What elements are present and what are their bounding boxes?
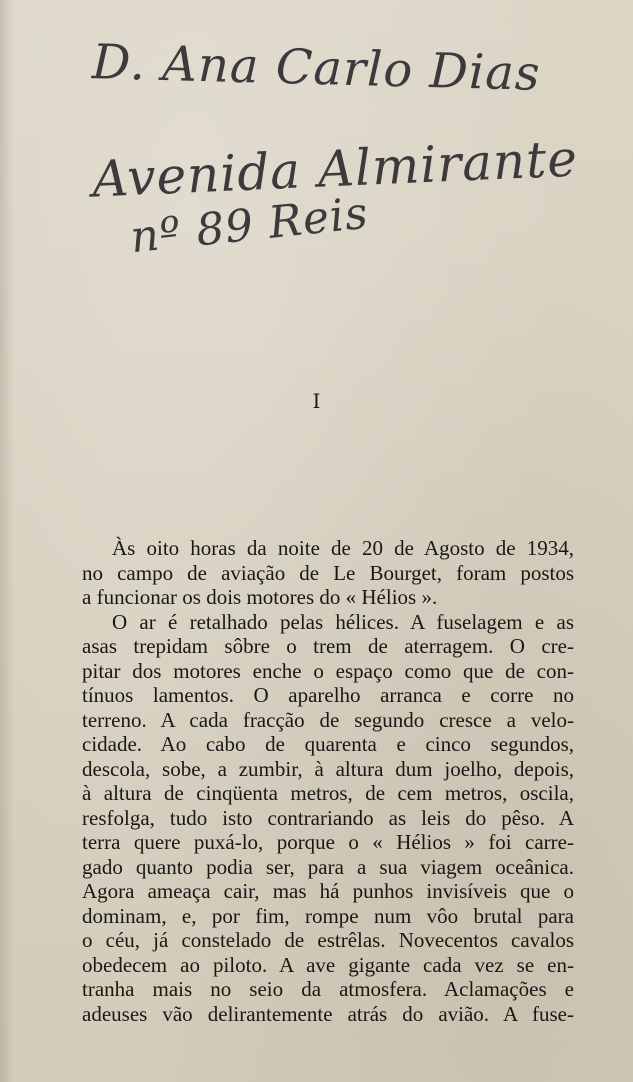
text-line: no campo de aviação de Le Bourget, foram postos <box>82 560 574 585</box>
handwritten-name: D. Ana Carlo Dias <box>91 34 542 102</box>
text-line: asas trepidam sôbre o trem de aterragem. O cre- <box>82 634 574 658</box>
text-line: obedecem ao piloto. A ave gigante cada vez se en- <box>82 952 574 977</box>
handwritten-street: Avenida Almirante <box>90 129 579 209</box>
chapter-number: I <box>312 389 321 413</box>
text-line: a funcionar os dois motores do « Hélios ». <box>82 585 438 609</box>
text-line: o céu, já constelado de estrêlas. Novecentos cavalos <box>82 928 574 952</box>
text-line: à altura de cinqüenta metros, de cem metros, oscila, <box>82 781 574 805</box>
text-line: tínuos lamentos. O aparelho arranca e corre no <box>82 683 574 707</box>
text-line: Às oito horas da noite de 20 de Agosto de 1934, <box>112 536 574 560</box>
text-line: dominam, e, por fim, rompe num vôo brutal para <box>82 903 574 928</box>
text-line: gado quanto podia ser, para a sua viagem oceânica. <box>82 854 574 879</box>
text-line: descola, sobe, a zumbir, à altura dum joelho, depois, <box>82 756 574 781</box>
text-line: adeuses vão delirantemente atrás do avião. A fuse- <box>82 1001 574 1026</box>
text-line: pitar dos motores enche o espaço como que de con- <box>82 658 574 683</box>
text-line: resfolga, tudo isto contrariando as leis do pêso. A <box>82 805 574 830</box>
body-text <box>82 536 574 1026</box>
text-line: terra quere puxá-lo, porque o « Hélios » foi carre- <box>82 830 574 854</box>
text-line: Agora ameaça cair, mas há punhos invisíveis que o <box>82 879 574 903</box>
text-line: tranha mais no seio da atmosfera. Aclamações e <box>82 977 574 1001</box>
text-line: terreno. A cada fracção de segundo cresce a velo- <box>82 707 574 732</box>
text-line: cidade. Ao cabo de quarenta e cinco segundos, <box>82 732 574 756</box>
text-line: O ar é retalhado pelas hélices. A fuselagem e as <box>112 609 574 634</box>
handwritten-number: nº 89 Reis <box>127 187 371 264</box>
